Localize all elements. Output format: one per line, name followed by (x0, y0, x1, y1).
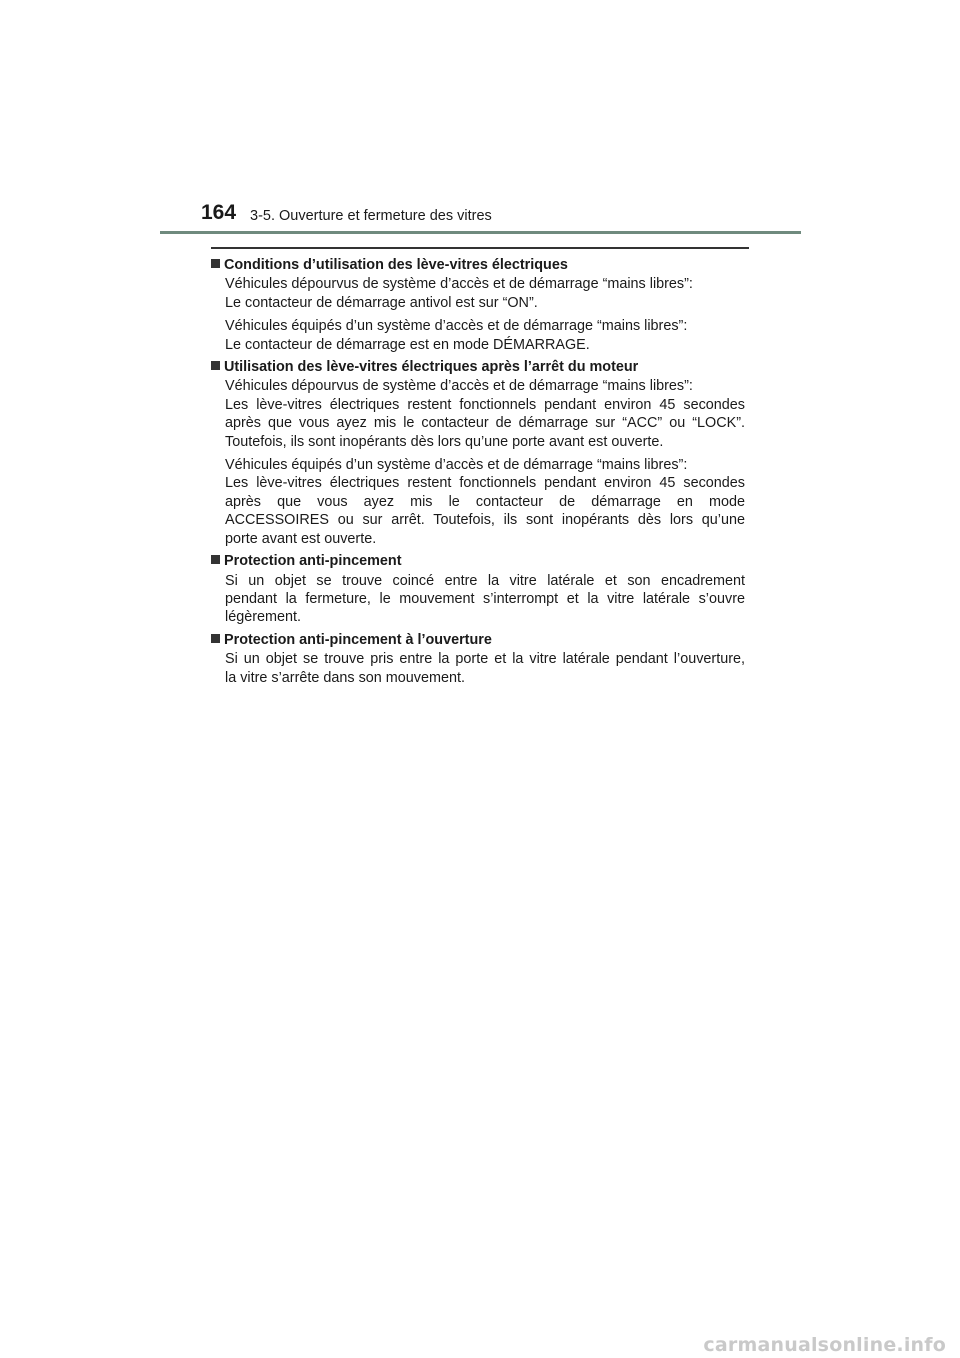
text-line: porte avant est ouverte. (225, 530, 377, 547)
section (211, 552, 745, 627)
section-heading (211, 256, 745, 274)
section-heading-text: Protection anti-pincement à l’ouverture (224, 631, 492, 648)
square-bullet-icon (211, 555, 220, 564)
page-number: 164 (201, 201, 237, 224)
text-line: Les lève-vitres électriques restent fonctionnels pendant environ 45 secondes (225, 396, 745, 413)
section-heading (211, 552, 745, 570)
text-line: Véhicules équipés d’un système d’accès et de démarrage “mains libres”: (225, 318, 688, 335)
text-line: Le contacteur de démarrage est en mode DÉMARRAGE. (225, 336, 590, 353)
watermark-logo[interactable]: carmanualsonline.info (703, 1334, 946, 1356)
text-line: la vitre s’arrête dans son mouvement. (225, 669, 465, 686)
text-line: Véhicules dépourvus de système d’accès et de démarrage “mains libres”: (225, 378, 693, 395)
text-line: après que vous ayez mis le contacteur de démarrage sur “ACC” ou “LOCK”. (225, 415, 745, 432)
section (211, 256, 745, 354)
section-title: 3-5. Ouverture et fermeture des vitres (250, 208, 492, 224)
section-heading-text: Utilisation des lève-vitres électriques après l’arrêt du moteur (224, 359, 639, 376)
section-heading-text: Protection anti-pincement (224, 553, 402, 570)
text-line: après que vous ayez mis le contacteur de démarrage en mode (225, 493, 745, 510)
section (211, 631, 745, 687)
text-line: Véhicules équipés d’un système d’accès et de démarrage “mains libres”: (225, 457, 688, 474)
paragraph (225, 456, 745, 548)
section-heading (211, 631, 745, 649)
text-line: Les lève-vitres électriques restent fonctionnels pendant environ 45 secondes (225, 475, 745, 492)
text-line: Si un objet se trouve coincé entre la vitre latérale et son encadrement (225, 572, 745, 589)
paragraph (225, 572, 745, 627)
section-heading (211, 358, 745, 376)
paragraph (225, 317, 745, 354)
content (211, 256, 745, 691)
paragraph (225, 377, 745, 451)
text-line: ACCESSOIRES ou sur arrêt. Toutefois, ils sont inopérants dès lors qu’une (225, 512, 745, 529)
text-line: légèrement. (225, 609, 301, 626)
text-line: Toutefois, ils sont inopérants dès lors qu’une porte avant est ouverte. (225, 433, 664, 450)
text-line: Si un objet se trouve pris entre la porte et la vitre latérale pendant l’ouverture, (225, 651, 745, 668)
section (211, 358, 745, 548)
square-bullet-icon (211, 634, 220, 643)
paragraph (225, 275, 745, 312)
text-line: Le contacteur de démarrage antivol est sur “ON”. (225, 294, 538, 311)
section-heading-text: Conditions d’utilisation des lève-vitres électriques (224, 257, 568, 273)
text-line: Véhicules dépourvus de système d’accès et de démarrage “mains libres”: (225, 276, 693, 293)
square-bullet-icon (211, 361, 220, 370)
header-rule (160, 231, 801, 234)
paragraph (225, 650, 745, 687)
text-line: pendant la fermeture, le mouvement s’interrompt et la vitre latérale s’ouvre (225, 590, 745, 607)
square-bullet-icon (211, 259, 220, 268)
content-rule (211, 247, 749, 249)
